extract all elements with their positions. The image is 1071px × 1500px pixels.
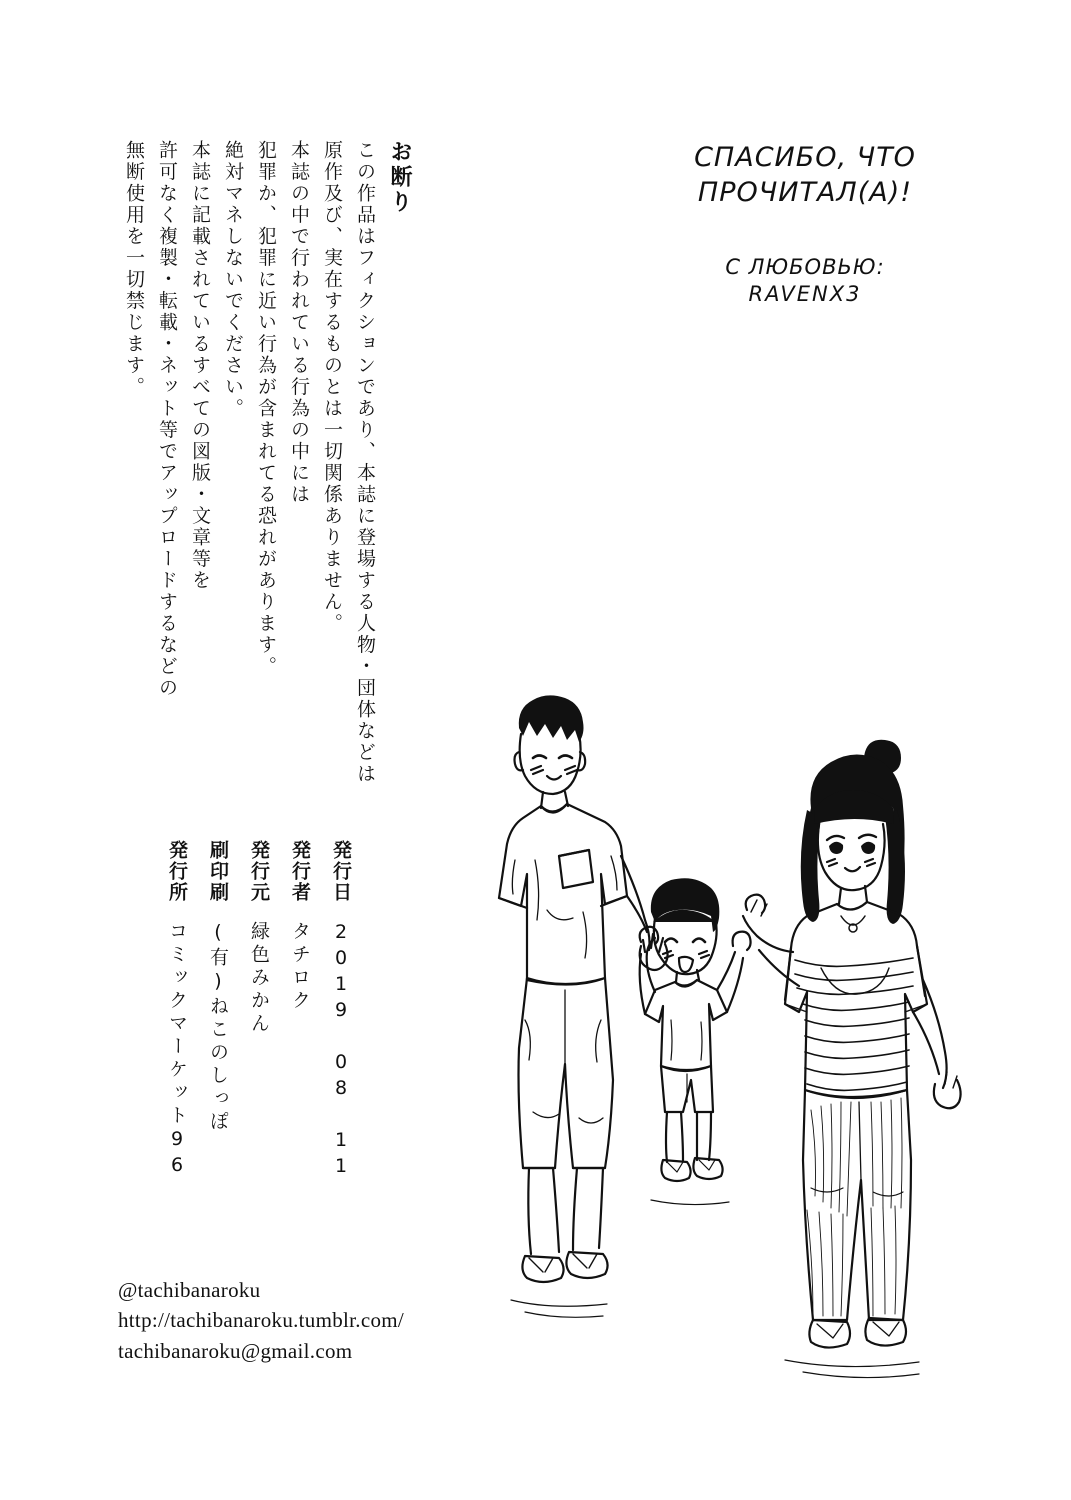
colophon-label-printer: 刷印刷 — [207, 840, 229, 903]
disclaimer-line-2: 原作及び、実在するものとは一切関係ありません。 — [321, 140, 343, 635]
woman-figure — [743, 740, 961, 1348]
with-love-label: С ЛЮБОВЬЮ: — [725, 255, 885, 280]
disclaimer-line-3: 本誌の中で行われている行為の中には — [288, 140, 310, 506]
colophon-entry-circle — [249, 840, 268, 1036]
colophon-value-author: タチロク — [289, 921, 311, 1013]
disclaimer-line-4: 犯罪か、犯罪に近い行為が含まれてる恐れがあります。 — [255, 140, 277, 678]
colophon-entry-venue — [167, 840, 186, 1180]
shirt-stripes — [795, 958, 913, 1090]
translator-handle: RAVENX3 — [748, 282, 862, 307]
thanks-line-2: ПРОЧИТАЛ(А)! — [697, 177, 913, 209]
family-illustration — [455, 660, 1035, 1400]
contact-block — [118, 1275, 404, 1366]
denim-texture — [807, 1098, 902, 1316]
ground-shading — [511, 1200, 919, 1378]
email-address[interactable]: tachibanaroku@gmail.com — [118, 1338, 353, 1363]
colophon-block — [145, 840, 350, 1181]
colophon-label-author: 発行者 — [289, 840, 311, 903]
thanks-line-1: СПАСИБО, ЧТО — [694, 142, 916, 173]
colophon-value-date: 2019 08 11 — [330, 921, 352, 1181]
colophon-label-date: 発行日 — [330, 840, 352, 903]
man-figure — [499, 695, 668, 1282]
disclaimer-block — [110, 140, 412, 785]
colophon-label-venue: 発行所 — [166, 840, 188, 903]
colophon-value-circle: 緑色みかん — [248, 921, 270, 1036]
disclaimer-line-6: 本誌に記載されているすべての図版・文章等を — [189, 140, 211, 592]
child-figure — [640, 878, 751, 1181]
tumblr-url[interactable]: http://tachibanaroku.tumblr.com/ — [118, 1308, 405, 1333]
translator-credits — [640, 140, 970, 309]
disclaimer-line-5: 絶対マネしないでください。 — [222, 140, 244, 420]
colophon-value-printer: (有)ねこのしっぽ — [207, 921, 229, 1134]
colophon-entry-date — [331, 840, 350, 1181]
colophon-label-circle: 発行元 — [248, 840, 270, 903]
colophon-entry-printer — [208, 840, 227, 1134]
disclaimer-line-8: 無断使用を一切禁じます。 — [123, 140, 145, 398]
colophon-value-venue: コミックマーケット96 — [166, 921, 188, 1180]
disclaimer-line-7: 許可なく複製・転載・ネット等でアップロードするなどの — [156, 140, 178, 699]
colophon-entry-author — [290, 840, 309, 1013]
family-illustration-svg — [455, 660, 1035, 1400]
disclaimer-line-1: この作品はフィクションであり、本誌に登場する人物・団体などは — [354, 140, 376, 785]
twitter-handle: @tachibanaroku — [118, 1278, 261, 1302]
disclaimer-heading: お断り — [387, 140, 412, 215]
